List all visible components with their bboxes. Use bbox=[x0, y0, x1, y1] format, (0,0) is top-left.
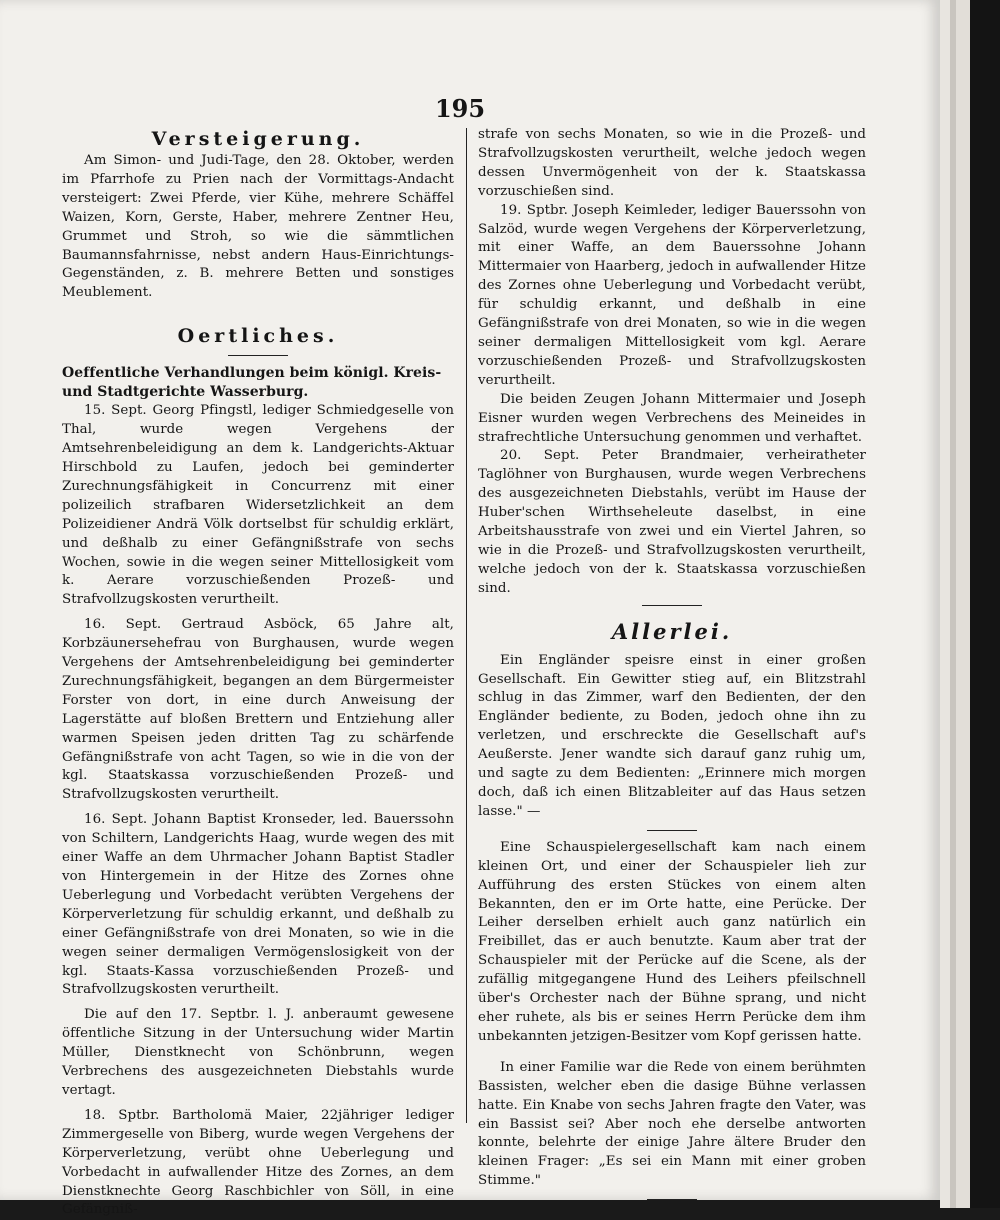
auction-text: Am Simon- und Judi-Tage, den 28. Oktober, werden im Pfarrhofe zu Prien nach der Vormittags-Andacht versteigert: Zwei Pferde, vier Kühe, mehrere Schäffel Waizen, Korn, Gerste, Haber, mehrere Zentner Heu, Grummet und Stroh, so wie die sämmtlichen Baumannsfahrnisse, nebst andern Haus-Einrichtungs-Gegenständen, z. B. mehrere Betten und sonstiges Meublement. bbox=[62, 153, 454, 301]
court-entry: 19. Sptbr. Joseph Keimleder, lediger Bauerssohn von Salzöd, wurde wegen Vergehens der Körperverletzung, mit einer Waffe, an dem Bauerssohne Johann Mittermaier von Haarberg, jedoch in aufwallender Hitze des Zornes ohne Ueberlegung und Vorbedacht verübt, für schuldig erkannt, und deßhalb in eine Gefängnißstrafe von drei Monaten, so wie in die wegen seiner dermaligen Mittellosigkeit vom kgl. Aerare vorzuschießenden Prozeß- und Strafvollzugskosten verurtheilt. bbox=[478, 202, 866, 388]
court-subheading: Oeffentliche Verhandlungen beim königl. Kreis- und Stadtgerichte Wasserburg. bbox=[62, 365, 442, 401]
page-number: 195 bbox=[434, 94, 486, 123]
court-entry: 15. Sept. Georg Pfingstl, lediger Schmiedgeselle von Thal, wurde wegen Vergehens der Amtsehrenbeleidigung an dem k. Landgerichts-Aktuar Hirschbold zu Laufen, jedoch bei geminderter Zurechnungsfähigkeit in Concurrenz mit einer polizeilich strafbaren Widersetzlichkeit an dem Polizeidiener Andrä Völk dortselbst für schuldig erklärt, und deßhalb zu einer Gefängnißstrafe von sechs Wochen, sowie in die wegen seiner Mittellosigkeit vom k. Aerare vorzuschießenden Prozeß- und Strafvollzugskosten verurtheilt. bbox=[62, 403, 454, 608]
anecdote: Eine Schauspielergesellschaft kam nach einem kleinen Ort, und einer der Schauspieler lieh zur Aufführung des ersten Stückes von einem alten Bekannten, den er im Orte hatte, eine Perücke. Der Leiher derselben erhielt auch ganz natürlich ein Freibillet, das er auch benutzte. Kaum aber trat der Schauspieler mit der Perücke auf die Scene, als der zufällig mitgegangene Hund des Leihers pfeilschnell über's Orchester nach der Bühne sprang, und nicht eher ruhete, als bis er seines Herrn Perücke dem ihm unbekannten jetzigen-Besitzer vom Kopf gerissen hatte. bbox=[478, 839, 866, 1044]
court-entry: 18. Sptbr. Bartholomä Maier, 22jähriger lediger Zimmergeselle von Biberg, wurde wegen Vergehens der Körperverletzung, verübt ohne Ueberlegung und Vorbedacht in aufwallender Hitze des Zornes, an dem Dienstknechte Georg Raschbichler von Söll, in eine Gefängniß- bbox=[62, 1107, 454, 1218]
local-heading: Oertliches. bbox=[177, 325, 339, 348]
column-divider bbox=[466, 128, 467, 1123]
court-entry: 20. Sept. Peter Brandmaier, verheiratheter Taglöhner von Burghausen, wurde wegen Verbrechens des ausgezeichneten Diebstahls, verübt im Hause der Huber'schen Wirthseheleute daselbst, in eine Arbeitshausstrafe von zwei und ein Viertel Jahren, so wie in die Prozeß- und Strafvollzugskosten verurtheilt, welche jedoch von der k. Staatskassa vorzuschießen sind. bbox=[478, 448, 866, 596]
scan-border bbox=[970, 0, 1000, 1208]
auction-heading: Versteigerung. bbox=[151, 128, 365, 150]
section-rule bbox=[228, 355, 288, 356]
page-edge bbox=[956, 0, 970, 1208]
separator-rule bbox=[647, 830, 697, 831]
separator-rule bbox=[647, 1199, 697, 1200]
left-column bbox=[62, 126, 454, 1220]
page-edge bbox=[940, 0, 950, 1208]
court-entry-continued: strafe von sechs Monaten, so wie in die Prozeß- und Strafvollzugskosten verurtheilt, welche jedoch wegen dessen Unvermögenheit von der k. Staatskassa vorzuschießen sind. bbox=[478, 127, 866, 199]
court-entry: 16. Sept. Johann Baptist Kronseder, led. Bauerssohn von Schiltern, Landgerichts Haag, wurde wegen des mit einer Waffe an dem Uhrmacher Johann Baptist Stadler von Hintergemein in der Hitze des Zornes ohne Ueberlegung und Vorbedacht verübten Vergehens der Körperverletzung für schuldig erkannt, und deßhalb zu einer Gefängnißstrafe von drei Monaten, so wie in die wegen seiner dermaligen Vermögenslosigkeit von der kgl. Staats-Kassa vorzuschießenden Prozeß- und Strafvollzugskosten verurtheilt. bbox=[62, 812, 454, 998]
section-rule bbox=[642, 605, 702, 606]
court-entry: Die beiden Zeugen Johann Mittermaier und Joseph Eisner wurden wegen Verbrechens des Meineides in strafrechtliche Untersuchung genommen und verhaftet. bbox=[478, 391, 866, 445]
anecdote: In einer Familie war die Rede von einem berühmten Bassisten, welcher eben die dasige Bühne verlassen hatte. Ein Knabe von sechs Jahren fragte den Vater, was ein Bassist sei? Aber noch ehe derselbe antworten konnte, belehrte der einige Jahre ältere Bruder den kleinen Frager: „Es sei ein Mann mit einer groben Stimme." bbox=[478, 1059, 866, 1189]
court-entry: 16. Sept. Gertraud Asböck, 65 Jahre alt, Korbzäunersehefrau von Burghausen, wurde wegen Vergehens der Amtsehrenbeleidigung bei geminderter Zurechnungsfähigkeit, begangen an dem Bürgermeister Forster von dort, in eine durch Anweisung der Lagerstätte auf bloßen Brettern und Entziehung aller warmen Speisen jeden dritten Tag zu schärfende Gefängnißstrafe von acht Tagen, so wie in die von der kgl. Staatskassa vorzuschießenden Prozeß- und Strafvollzugskosten verurtheilt. bbox=[62, 617, 454, 803]
right-column bbox=[478, 126, 866, 1208]
misc-heading: Allerlei. bbox=[611, 618, 733, 644]
anecdote: Ein Engländer speisre einst in einer großen Gesellschaft. Ein Gewitter stieg auf, ein Blitzstrahl schlug in das Zimmer, warf den Bedienten, der den Engländer bediente, zu Boden, jedoch ohne ihn zu verletzen, und erschreckte die Gesellschaft auf's Aeußerste. Jener wandte sich darauf ganz ruhig um, und sagte zu dem Bedienten: „Erinnere mich morgen doch, daß ich einen Blitzableiter auf das Haus setzen lasse." — bbox=[478, 652, 866, 819]
court-entry: Die auf den 17. Septbr. l. J. anberaumt gewesene öffentliche Sitzung in der Untersuchung wider Martin Müller, Dienstknecht von Schönbrunn, wegen Verbrechens des ausgezeichneten Diebstahls wurde vertagt. bbox=[62, 1007, 454, 1098]
